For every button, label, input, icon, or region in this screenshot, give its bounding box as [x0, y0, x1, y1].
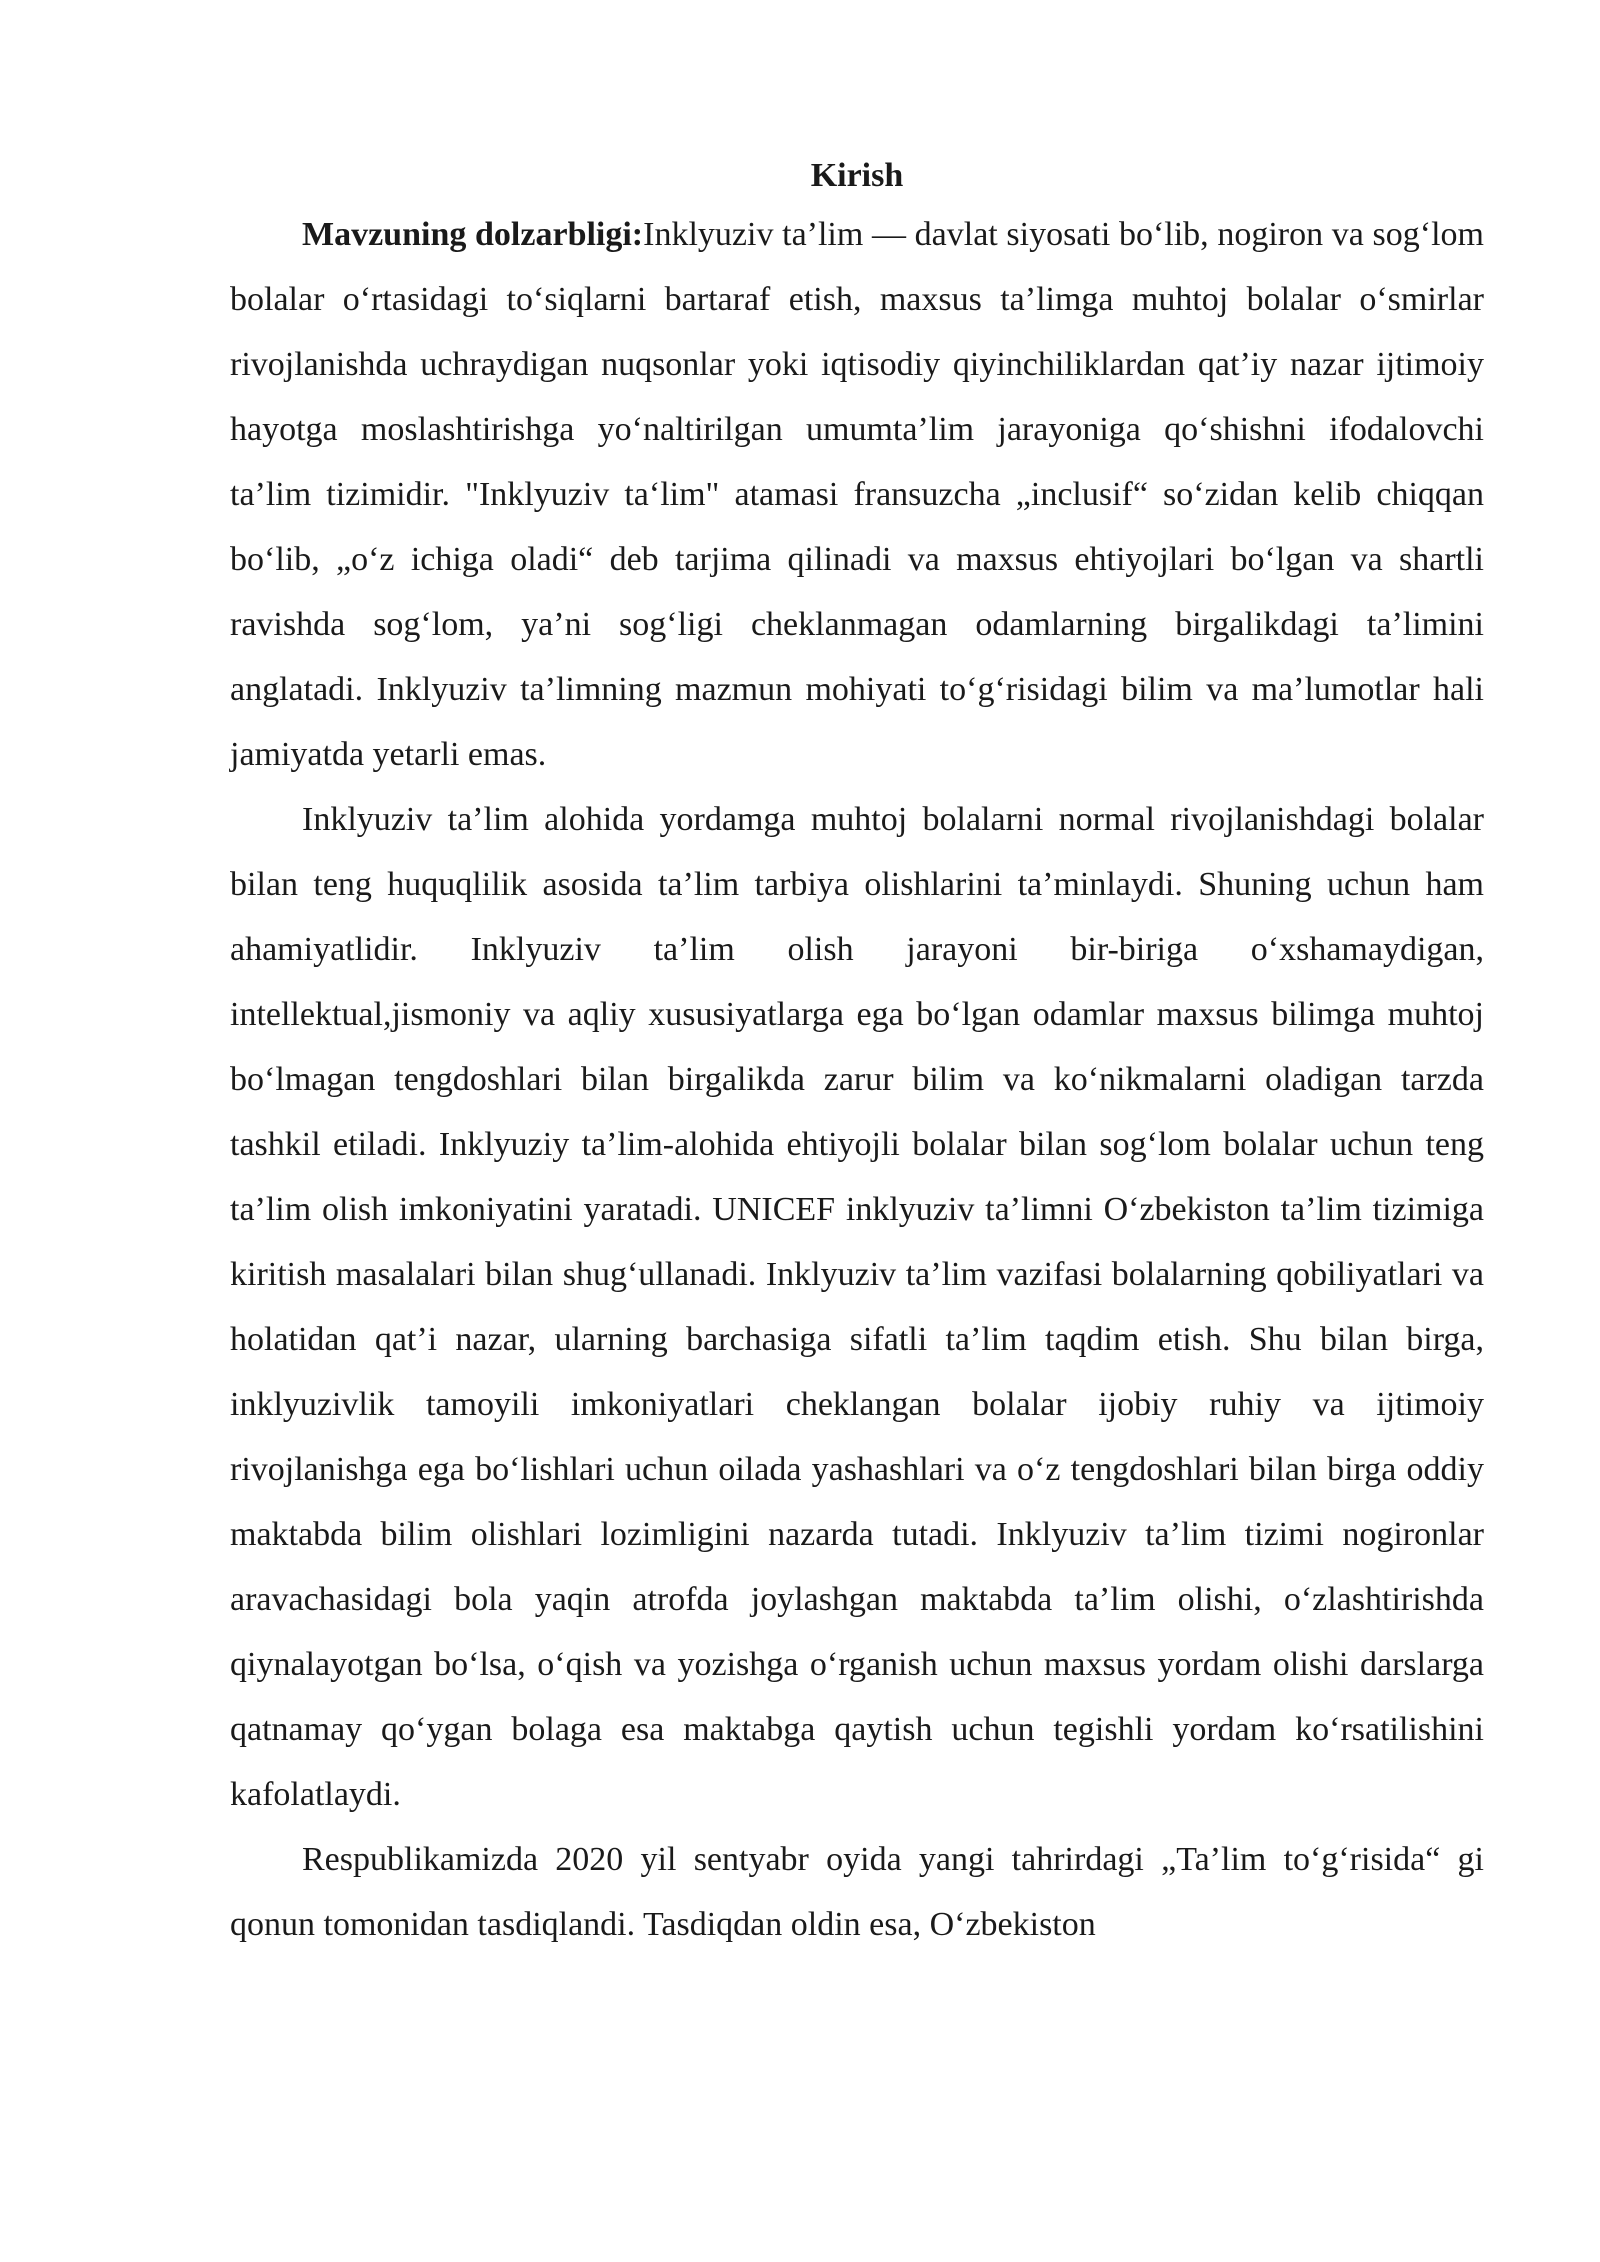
- page-title: Kirish: [810, 157, 904, 194]
- document-body: [230, 150, 1484, 1957]
- paragraph-relevance: [230, 202, 1484, 787]
- paragraph-inclusive-education: Inklyuziv ta’lim alohida yordamga muhtoj bolalarni normal rivojlanishdagi bolalar bilan teng huquqlilik asosida ta’lim tarbiya olishlarini ta’minlaydi. Shuning uchun ham ahamiyatlidir. Inklyuziv ta’lim olish jarayoni bir-biriga o‘xshamaydigan, intellektual,jismoniy va aqliy xususiyatlarga ega bo‘lgan odamlar maxsus bilimga muhtoj bo‘lmagan tengdoshlari bilan birgalikda zarur bilim va ko‘nikmalarni oladigan tarzda tashkil etiladi. Inklyuziy ta’lim-alohida ehtiyojli bolalar bilan sog‘lom bolalar uchun teng ta’lim olish imkoniyatini yaratadi. UNICEF inklyuziv ta’limni O‘zbekiston ta’lim tizimiga kiritish masalalari bilan shug‘ullanadi. Inklyuziv ta’lim vazifasi bolalarning qobiliyatlari va holatidan qat’i nazar, ularning barchasiga sifatli ta’lim taqdim etish. Shu bilan birga, inklyuzivlik tamoyili imkoniyatlari cheklangan bolalar ijobiy ruhiy va ijtimoiy rivojlanishga ega bo‘lishlari uchun oilada yashashlari va o‘z tengdoshlari bilan birga oddiy maktabda bilim olishlari lozimligini nazarda tutadi. Inklyuziv ta’lim tizimi nogironlar aravachasidagi bola yaqin atrofda joylashgan maktabda ta’lim olishi, o‘zlashtirishda qiynalayotgan bo‘lsa, o‘qish va yozishga o‘rganish uchun maxsus yordam olishi darslarga qatnamay qo‘ygan bolaga esa maktabga qaytish uchun tegishli yordam ko‘rsatilishini kafolatlaydi.: [230, 801, 1484, 1813]
- paragraph-text: Inklyuziv ta’lim — davlat siyosati bo‘lib, nogiron va sog‘lom bolalar o‘rtasidagi to‘siqlarni bartaraf etish, maxsus ta’limga muhtoj bolalar o‘smirlar rivojlanishda uchraydigan nuqsonlar yoki iqtisodiy qiyinchiliklardan qat’iy nazar ijtimoiy hayotga moslashtirishga yo‘naltirilgan umumta’lim jarayoniga qo‘shishni ifodalovchi ta’lim tizimidir. "Inklyuziv ta‘lim" atamasi fransuzcha „inclusif“ so‘zidan kelib chiqqan bo‘lib, „o‘z ichiga oladi“ deb tarjima qilinadi va maxsus ehtiyojlari bo‘lgan va shartli ravishda sog‘lom, ya’ni sog‘ligi cheklanmagan odamlarning birgalikdagi ta’limini anglatadi. Inklyuziv ta’limning mazmun mohiyati to‘g‘risidagi bilim va ma’lumotlar hali jamiyatda yetarli emas.: [230, 216, 1484, 773]
- paragraph-lead: Mavzuning dolzarbligi:: [302, 216, 644, 253]
- paragraph-law: Respublikamizda 2020 yil sentyabr oyida yangi tahrirdagi „Ta’lim to‘g‘risida“ gi qonun tomonidan tasdiqlandi. Tasdiqdan oldin esa, O‘zbekiston: [230, 1841, 1484, 1943]
